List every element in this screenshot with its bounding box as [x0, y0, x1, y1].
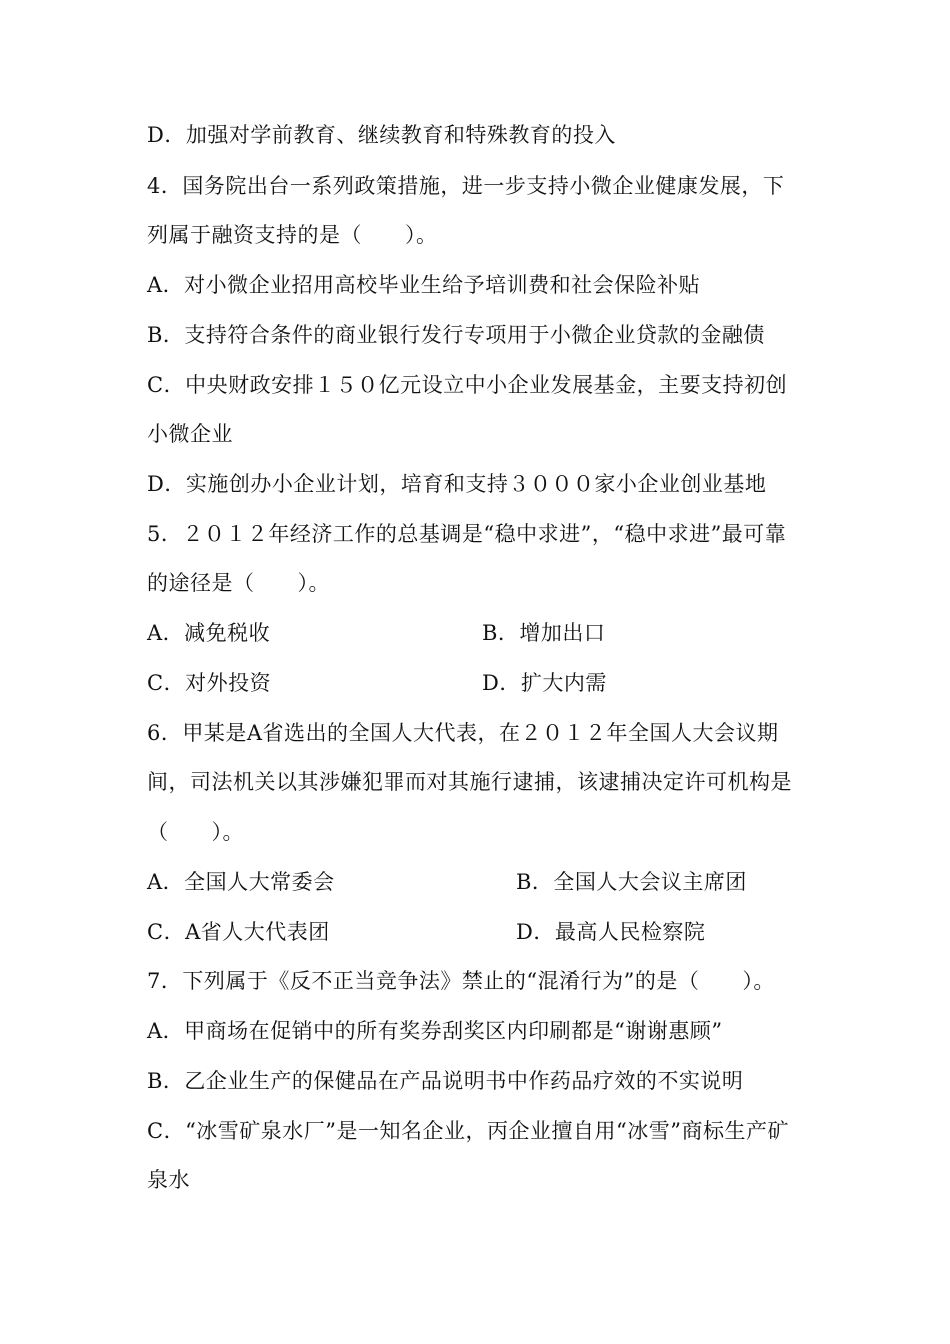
- q6-stem-line1: 6．甲某是A省选出的全国人大代表，在２０１２年全国人大会议期: [147, 721, 779, 745]
- q6-option-a: A．全国人大常委会: [147, 870, 335, 894]
- q4-stem-line1: 4．国务院出台一系列政策措施，进一步支持小微企业健康发展，下: [147, 174, 785, 198]
- q5-stem-line2: 的途径是（ ）。: [147, 571, 330, 595]
- q6-option-b: B．全国人大会议主席团: [516, 870, 747, 894]
- q6-stem-line3: （ ）。: [147, 820, 244, 844]
- q4-option-c-line2: 小微企业: [147, 422, 233, 446]
- q7-option-a: A．甲商场在促销中的所有奖券刮奖区内印刷都是“谢谢惠顾”: [147, 1019, 723, 1043]
- q5-option-b: B．增加出口: [482, 621, 606, 645]
- q5-option-d: D．扩大内需: [482, 671, 607, 695]
- q3-option-d: D．加强对学前教育、继续教育和特殊教育的投入: [147, 123, 616, 147]
- q6-option-d: D．最高人民检察院: [516, 920, 706, 944]
- q4-option-b: B．支持符合条件的商业银行发行专项用于小微企业贷款的金融债: [147, 323, 765, 347]
- q6-stem-line2: 间，司法机关以其涉嫌犯罪而对其施行逮捕，该逮捕决定许可机构是: [147, 770, 792, 794]
- q6-option-c: C．A省人大代表团: [147, 920, 330, 944]
- q4-option-c-line1: C．中央财政安排１５０亿元设立中小企业发展基金，主要支持初创: [147, 373, 788, 397]
- q7-option-c-line1: C．“冰雪矿泉水厂”是一知名企业，丙企业擅自用“冰雪”商标生产矿: [147, 1119, 790, 1143]
- q4-option-a: A．对小微企业招用高校毕业生给予培训费和社会保险补贴: [147, 273, 701, 297]
- q5-option-c: C．对外投资: [147, 671, 272, 695]
- q7-option-b: B．乙企业生产的保健品在产品说明书中作药品疗效的不实说明: [147, 1069, 744, 1093]
- q7-option-c-line2: 泉水: [147, 1168, 190, 1192]
- q4-stem-line2: 列属于融资支持的是（ ）。: [147, 223, 438, 247]
- q5-stem-line1: 5．２０１２年经济工作的总基调是“稳中求进”，“稳中求进”最可靠: [147, 522, 787, 546]
- q4-option-d: D．实施创办小企业计划，培育和支持３０００家小企业创业基地: [147, 472, 767, 496]
- q5-option-a: A．减免税收: [147, 621, 271, 645]
- q7-stem: 7．下列属于《反不正当竞争法》禁止的“混淆行为”的是（ ）。: [147, 969, 775, 993]
